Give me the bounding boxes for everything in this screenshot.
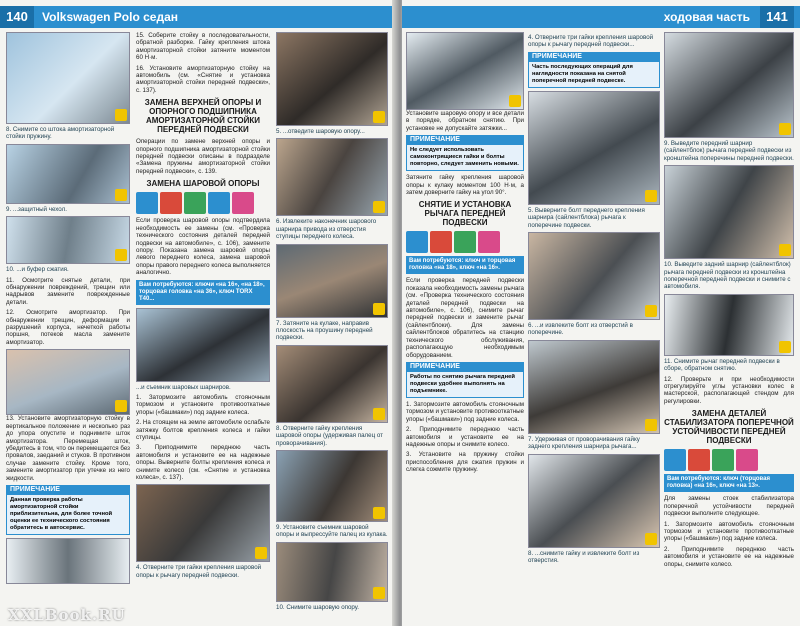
note-1-body: Не следует использовать самоконтрящиеся гайки и болты повторно, следует заменить новыми. xyxy=(406,144,524,171)
note-body: Данная проверка работы амортизаторной стойки приблизительна, для более точной оценки ее технического состояния обратитесь в автосервис. xyxy=(6,494,130,535)
left-col-2 xyxy=(136,32,270,620)
section-title-upper-mount: ЗАМЕНА ВЕРХНЕЙ ОПОРЫ И ОПОРНОГО ПОДШИПНИКА АМОРТИЗАТОРНОЙ СТОЙКИ ПЕРЕДНЕЙ ПОДВЕСКИ xyxy=(144,98,262,135)
left-page-header xyxy=(0,6,392,28)
step-marker-icon xyxy=(373,111,385,123)
note-1-title: ПРИМЕЧАНИЕ xyxy=(406,135,524,144)
photo-ball-joint-nut xyxy=(276,345,388,423)
timer-icon xyxy=(232,192,254,214)
text-step-2: 2. На стоящем на земле автомобиле ослабьте затяжку болтов крепления колеса и гайки ступицы. xyxy=(136,419,270,441)
photo-ball-joint-part xyxy=(406,32,524,110)
text-step-3: 3. Приподнимите переднюю часть автомобиля и установите ее на надежные опоры. Выверните болты крепления колеса и снимите колесо (см. «Снятие и установка колеса», с. 137). xyxy=(136,444,270,481)
lift-icon xyxy=(712,449,734,471)
photo-spring-coil xyxy=(6,538,130,584)
text-step-15: 15. Соберите стойку в последовательности, обратной разборке. Гайку крепления штока амортизаторной стойки затяните моментом 60 Н·м. xyxy=(136,32,270,62)
car-jack-icon xyxy=(208,192,230,214)
text-step-2c: 2. Приподнимите переднюю часть автомобиля и установите ее на надежные опоры, снимите колесо. xyxy=(664,545,794,568)
step-marker-icon xyxy=(373,587,385,599)
right-col-3 xyxy=(664,32,794,620)
text-step-1c: 1. Затормозите автомобиль стояночным тормозом и установите противооткатные упоры («башмаки») под задние колеса. xyxy=(664,520,794,543)
text-torque: Затяните гайку крепления шаровой опоры к кулаку моментом 100 Н·м, а затем доверните гайку на угол 90°. xyxy=(406,174,524,197)
step-marker-icon xyxy=(779,341,791,353)
wrench-icon xyxy=(664,449,686,471)
left-col-3 xyxy=(276,32,388,620)
note-title: ПРИМЕЧАНИЕ xyxy=(6,485,130,494)
photo-shock-absorber-check xyxy=(6,349,130,415)
note-3-title: ПРИМЕЧАНИЕ xyxy=(528,52,660,61)
person-icon xyxy=(160,192,182,214)
text-step-16: 16. Установите амортизаторную стойку на автомобиль (см. «Снятие и установка амортизаторной стойки передней подвески», с. 137). xyxy=(136,64,270,94)
section-text-upper-mount: Операции по замене верхней опоры и опорного подшипника амортизаторной стойки передней подвески описаны в подразделе «Замена пружины амортизаторной стойки передней подвески», с. 139. xyxy=(136,138,270,175)
left-page-title: Volkswagen Polo седан xyxy=(42,10,179,24)
section-title-control-arm: СНЯТИЕ И УСТАНОВКА РЫЧАГА ПЕРЕДНЕЙ ПОДВЕСКИ xyxy=(418,200,512,228)
left-col-1 xyxy=(6,32,130,620)
section-title-stabilizer: ЗАМЕНА ДЕТАЛЕЙ СТАБИЛИЗАТОРА ПОПЕРЕЧНОЙ УСТОЙЧИВОСТИ ПЕРЕДНЕЙ ПОДВЕСКИ xyxy=(664,409,794,446)
step-marker-icon xyxy=(779,123,791,135)
caption-step-10: 10. ...и буфер сжатия. xyxy=(6,266,69,274)
caption-step-11c: 11. Снимите рычаг передней подвески в сборе, обратном снятию. xyxy=(664,357,780,373)
photo-arm-front-bolt xyxy=(528,91,660,205)
step-marker-icon xyxy=(645,533,657,545)
text-step-3b: 3. Установите на пружину стойки приспособления для сжатия пружин и слегка сожмите пружину. xyxy=(406,451,524,474)
step-marker-icon xyxy=(373,408,385,420)
step-marker-icon xyxy=(373,201,385,213)
text-step-12c: 12. Проверьте и при необходимости отрегулируйте углы установки колес в мастерской, располагающей стендом для регулировки. xyxy=(664,375,794,405)
photo-knuckle xyxy=(276,244,388,318)
section-title-ball-joint: ЗАМЕНА ШАРОВОЙ ОПОРЫ xyxy=(146,179,260,189)
text-check: Если проверка передней подвески показала необходимость замены рычага (см. «Проверка технического состояния деталей передней подвески на автомобиле», с. 106), снимите рычаг передней подвески и замените рычаг (сайлентблоки). Для замены сайлентблоков обратитесь на станцию технического обслуживания, располагающую необходимым оборудованием. xyxy=(406,277,524,359)
photo-puller-installed xyxy=(276,450,388,522)
caption-step-7: 7. Затяните на кулаке, направив плоскость на проушину передней подвески. xyxy=(276,319,373,342)
step-marker-icon xyxy=(509,95,521,107)
caption-step-10b: 10. Снимите шаровую опору. xyxy=(276,603,359,611)
right-col-2 xyxy=(528,32,660,620)
lift-icon xyxy=(454,231,476,253)
step-marker-icon xyxy=(115,189,127,201)
right-page-header xyxy=(402,6,800,28)
tools-icon-row-3 xyxy=(664,449,794,471)
right-page-number: 141 xyxy=(760,6,794,28)
step-marker-icon xyxy=(645,305,657,317)
caption-top-col2: 4. Отверните три гайки крепления шаровой опоры к рычагу передней подвески... xyxy=(528,34,654,49)
photo-bump-stop xyxy=(6,216,130,264)
step-marker-icon xyxy=(115,249,127,261)
caption-step-5: 5. ...отведите шаровую опору... xyxy=(276,128,365,135)
caption-step-8b: 8. Отверните гайку крепления шаровой опоры (удерживая палец от проворачивания). xyxy=(276,424,383,447)
note-2-title: ПРИМЕЧАНИЕ xyxy=(406,362,524,371)
text-stand: Для замены стоек стабилизатора поперечной устойчивости передней подвески выполните следующее. xyxy=(664,495,794,518)
caption-step-10c: 10. Выведите задний шарнир (сайлентблок) рычага передней подвески из кронштейна поперечной передней подвески и снимите с автомобиля. xyxy=(664,261,791,291)
watermark: XXLBook.RU xyxy=(8,606,126,624)
text-install: Установите шаровую опору и все детали в порядке, обратном снятию. При установке не допускайте затяжки... xyxy=(406,110,524,132)
caption-step-9c: 9. Выведите передний шарнир (сайлентблок) рычага передней подвески из кронштейна поперечины передней подвески. xyxy=(664,140,794,162)
photo-ball-joint-removal xyxy=(276,32,388,126)
text-step-13: 13. Установите амортизаторную стойку в вертикальное положение и несколько раз до упора опустите и поднимите шток амортизатора. Перемещая шток, убедитесь в том, что он перемещается без провалов, заеданий и стуков. В противном случае замените стойку. Кроме того, замените амортизатор при утечке из него жидкости. xyxy=(6,415,130,482)
photo-rear-bushing xyxy=(664,165,794,259)
step-marker-icon xyxy=(373,507,385,519)
step-marker-icon xyxy=(645,190,657,202)
photo-spring-removal xyxy=(6,32,130,124)
photo-ball-joint-nuts xyxy=(136,484,270,562)
lift-icon xyxy=(184,192,206,214)
step-marker-icon xyxy=(115,400,127,412)
caption-step-7c: 7. Удерживая от проворачивания гайку заднего крепления шарнира рычага... xyxy=(528,435,640,451)
caption-step-5c: 5. Выверните болт переднего крепления шарнира (сайлентблока) рычага к поперечине подвески. xyxy=(528,206,645,229)
photo-ball-joint-off xyxy=(276,542,388,602)
step-marker-icon xyxy=(255,547,267,559)
caption-step-8: 8. Снимите со штока амортизаторной стойки пружину. xyxy=(6,126,115,141)
caption-step-9b: 9. Установите съемник шаровой опоры и выпрессуйте палец из кулака. xyxy=(276,524,388,539)
caption-step-8c: 8. ...снимите гайку и извлеките болт из отверстия. xyxy=(528,549,640,565)
person-icon xyxy=(430,231,452,253)
photo-rear-mount xyxy=(528,340,660,434)
photo-protective-boot xyxy=(6,144,130,204)
wrench-icon xyxy=(406,231,428,253)
photo-front-bushing xyxy=(664,32,794,138)
wrench-icon xyxy=(136,192,158,214)
text-step-1b: 1. Затормозите автомобиль стояночным тормозом и установите противооткатные упоры («башмаки») под задние колеса. xyxy=(406,400,524,423)
step-marker-icon xyxy=(779,244,791,256)
right-col-1 xyxy=(406,32,524,620)
tools-needed: Вам потребуются: ключи «на 16», «на 18», торцовая головка «на 36», ключ TORX T40... xyxy=(136,280,270,305)
photo-nut-removal xyxy=(528,454,660,548)
step-marker-icon xyxy=(373,303,385,315)
tools-icon-row xyxy=(136,192,270,214)
tools-needed-2: Вам потребуются: ключ и торцовая головка «на 18», ключ «на 16». xyxy=(406,256,524,274)
caption-step-4: 4. Отверните три гайки крепления шаровой опоры к рычагу передней подвески. xyxy=(136,564,262,579)
note-3-body: Часть последующих операций для наглядности показана на снятой поперечной передней подвеске. xyxy=(528,61,660,88)
person-icon xyxy=(688,449,710,471)
tools-icon-row-2 xyxy=(406,231,524,253)
note-2-body: Работы по снятию рычага передней подвески удобнее выполнять на подъемнике. xyxy=(406,371,524,398)
tools-needed-3: Вам потребуются: ключ (торцовая головка) «на 16», ключ «на 13». xyxy=(664,474,794,492)
step-marker-icon xyxy=(645,419,657,431)
timer-icon xyxy=(736,449,758,471)
caption-step-9: 9. ...защитный чехол. xyxy=(6,205,67,213)
text-step-2b: 2. Приподнимите переднюю часть автомобиля и установите ее на надежные опоры и снимите колесо. xyxy=(406,426,524,448)
text-step-12: 12. Осмотрите амортизатор. При обнаружении трещин, деформации и разрушений корпуса, нечеткой работы поршня, потеков масла замените амортизатор. xyxy=(6,309,130,346)
photo-control-arm xyxy=(664,294,794,356)
timer-icon xyxy=(478,231,500,253)
text-step-11: 11. Осмотрите снятые детали, при обнаружении повреждений, трещин или надрывов замените поврежденные детали. xyxy=(6,276,130,306)
caption-step-6c: 6. ...и извлеките болт из отверстий в поперечине. xyxy=(528,322,633,337)
photo-bolt-removed xyxy=(528,232,660,320)
section-text-ball-joint: Если проверка шаровой опоры подтвердила необходимость ее замены (см. «Проверка технического состояния деталей передней подвески на автомобиле», с. 106), замените опору. Показана замена шаровой опоры левого переднего колеса, замена шаровой опоры правого переднего колеса выполняется аналогично. xyxy=(136,217,270,277)
step-marker-icon xyxy=(115,109,127,121)
photo-hub-tip xyxy=(276,138,388,216)
photo-ball-joint-puller xyxy=(136,308,270,382)
left-page-number: 140 xyxy=(0,6,34,28)
left-page xyxy=(0,0,398,626)
caption-puller: ...и съемник шаровых шарниров. xyxy=(136,383,231,391)
right-page xyxy=(402,0,800,626)
caption-step-6: 6. Извлеките наконечник шарового шарнира привода из отверстия ступицы переднего колеса. xyxy=(276,218,377,241)
text-step-1: 1. Затормозите автомобиль стояночным тормозом и установите противооткатные упоры («башмаки») под задние колеса. xyxy=(136,393,270,416)
right-page-title: ходовая часть xyxy=(663,10,750,24)
